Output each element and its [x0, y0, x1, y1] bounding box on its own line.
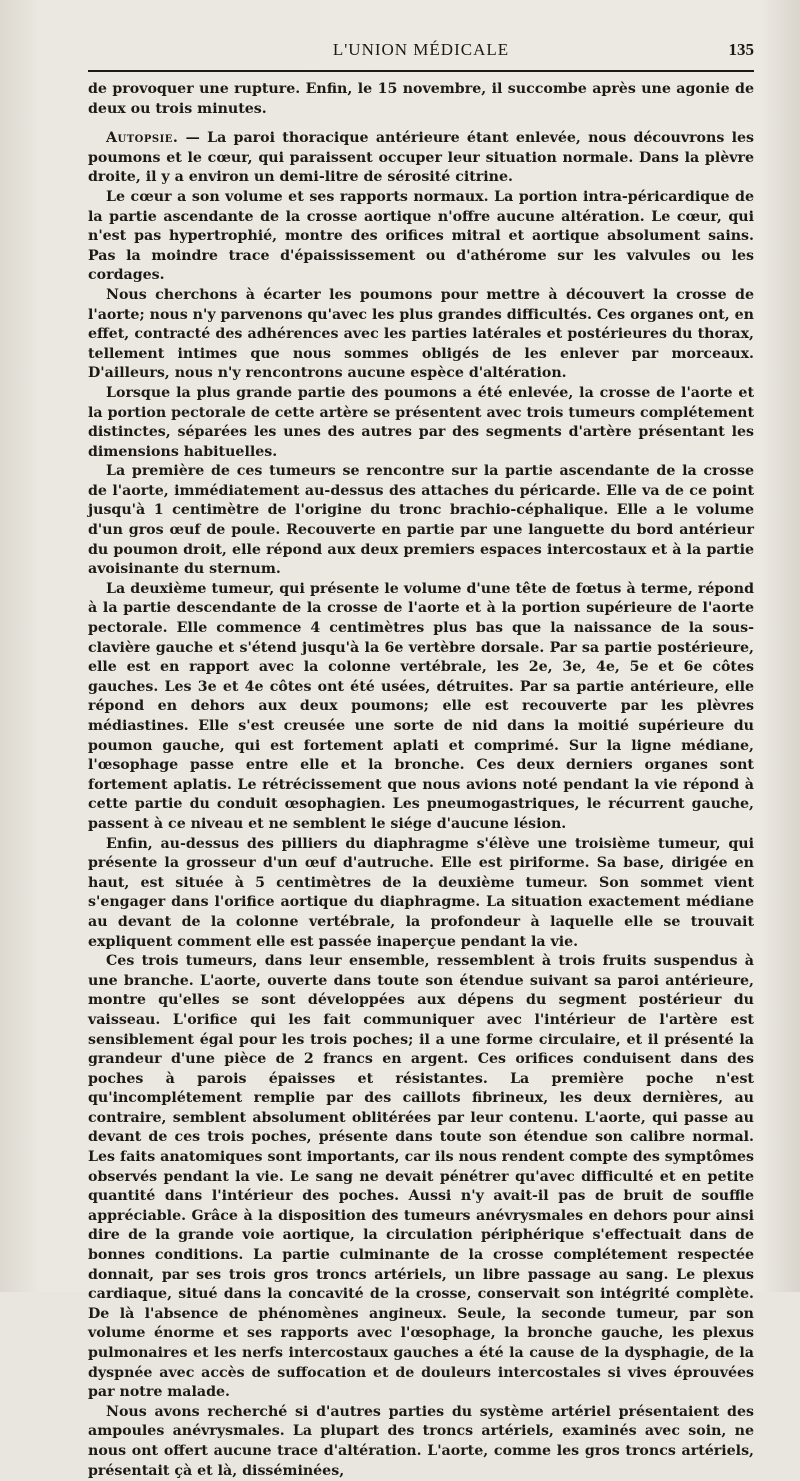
- body-text: [88, 80, 754, 1481]
- paragraph-3: Le cœur a son volume et ses rapports normaux. La portion intra-péricardique de la partie ascendante de la crosse aortique n'offre aucune altération. Le cœur, qui n'est pas hypertrophié, montre des orifices mitral et aortique absolument sains. Pas la moindre trace d'épaississement ou d'athérome sur les valvules ou les cordages.: [88, 188, 754, 284]
- paragraph-5: Lorsque la plus grande partie des poumons a été enlevée, la crosse de l'aorte et la portion pectorale de cette artère se présentent avec trois tumeurs complétement distinctes, séparées les unes des autres par des segments d'artère présentant les dimensions habituelles.: [88, 384, 754, 460]
- running-title: L'UNION MÉDICALE: [332, 40, 510, 59]
- paragraph-2: Autopsie. — La paroi thoracique antérieure étant enlevée, nous découvrons les poumons et le cœur, qui paraissent occuper leur situation normale. Dans la plèvre droite, il y a environ un demi-litre de sérosité citrine.: [88, 130, 754, 186]
- paragraph-1: de provoquer une rupture. Enfin, le 15 novembre, il succombe après une agonie de deux ou trois minutes.: [88, 81, 754, 117]
- paragraph-8: Enfin, au-dessus des pilliers du diaphragme s'élève une troisième tumeur, qui présente la grosseur d'un œuf d'autruche. Elle est piriforme. Sa base, dirigée en haut, est située à 5 centimètres de la deuxième tumeur. Son sommet vient s'engager dans l'orifice aortique du diaphragme. La situation exactement médiane au devant de la colonne vertébrale, la profondeur à laquelle elle se trouvait expliquent comment elle est passée inaperçue pendant la vie.: [88, 835, 754, 950]
- paragraph-10: Nous avons recherché si d'autres parties du système artériel présentaient des ampoules anévrysmales. La plupart des troncs artériels, examinés avec soin, ne nous ont offert aucune trace d'altération. L'aorte, comme les gros troncs artériels, présentait çà et là, disséminées,: [88, 1403, 754, 1479]
- paragraph-7: La deuxième tumeur, qui présente le volume d'une tête de fœtus à terme, répond à la partie descendante de la crosse de l'aorte et à la portion supérieure de l'aorte pectorale. Elle commence 4 centimètres plus bas que la naissance de la sous-clavière gauche et s'étend jusqu'à la 6e vertèbre dorsale. Par sa partie postérieure, elle est en rapport avec la colonne vertébrale, les 2e, 3e, 4e, 5e et 6e côtes gauches. Les 3e et 4e côtes ont été usées, détruites. Par sa partie antérieure, elle répond en dehors aux deux poumons; elle est recouverte par les plèvres médiastines. Elle s'est creusée une sorte de nid dans la moitié supérieure du poumon gauche, qui est fortement aplati et comprimé. Sur la ligne médiane, l'œsophage passe entre elle et la bronche. Ces deux derniers organes sont fortement aplatis. Le rétrécissement que nous avions noté pendant la vie répond à cette partie du conduit œsophagien. Les pneumogastriques, le récurrent gauche, passent à ce niveau et ne semblent le siége d'aucune lésion.: [88, 580, 754, 832]
- page-number: 135: [728, 40, 754, 59]
- header-rule: [88, 70, 754, 72]
- section-lead: Autopsie.: [106, 130, 179, 147]
- running-head: [88, 36, 754, 66]
- paragraph-4: Nous cherchons à écarter les poumons pour mettre à découvert la crosse de l'aorte; nous n'y parvenons qu'avec les plus grandes difficultés. Ces organes ont, en effet, contracté des adhérences avec les parties latérales et postérieures du thorax, tellement intimes que nous sommes obligés de les enlever par morceaux. D'ailleurs, nous n'y rencontrons aucune espèce d'altération.: [88, 286, 754, 382]
- paragraph-6: La première de ces tumeurs se rencontre sur la partie ascendante de la crosse de l'aorte, immédiatement au-dessus des attaches du péricarde. Elle va de ce point jusqu'à 1 centimètre de l'origine du tronc brachio-céphalique. Elle a le volume d'un gros œuf de poule. Recouverte en partie par une languette du bord antérieur du poumon droit, elle répond aux deux premiers espaces intercostaux et à la partie avoisinante du sternum.: [88, 463, 754, 578]
- paragraph-9: Ces trois tumeurs, dans leur ensemble, ressemblent à trois fruits suspendus à une branche. L'aorte, ouverte dans toute son étendue suivant sa paroi antérieure, montre qu'elles se sont développées aux dépens du segment postérieur du vaisseau. L'orifice qui les fait communiquer avec l'intérieur de l'artère est sensiblement égal pour les trois poches; il a une forme circulaire, et il présenté la grandeur d'une pièce de 2 francs en argent. Ces orifices conduisent dans des poches à parois épaisses et résistantes. La première poche n'est qu'incomplétement remplie par des caillots fibrineux, les deux dernières, au contraire, semblent absolument oblitérées par leur contenu. L'aorte, qui passe au devant de ces trois poches, présente dans toute son étendue son calibre normal. Les faits anatomiques sont importants, car ils nous rendent compte des symptômes observés pendant la vie. Le sang ne devait pénétrer qu'avec difficulté et en petite quantité dans l'intérieur des poches. Aussi n'y avait-il pas de bruit de souffle appréciable. Grâce à la disposition des tumeurs anévrysmales en dehors pour ainsi dire de la grande voie aortique, la circulation périphérique s'effectuait dans de bonnes conditions. La partie culminante de la crosse complétement respectée donnait, par ses trois gros troncs artériels, un libre passage au sang. Le plexus cardiaque, situé dans la concavité de la crosse, conservait son intégrité complète. De là l'absence de phénomènes angineux. Seule, la seconde tumeur, par son volume énorme et ses rapports avec l'œsophage, la bronche gauche, les plexus pulmonaires et les nerfs intercostaux gauches a été la cause de la dysphagie, de la dyspnée avec accès de suffocation et de douleurs intercostales si vives éprouvées par notre malade.: [88, 953, 754, 1401]
